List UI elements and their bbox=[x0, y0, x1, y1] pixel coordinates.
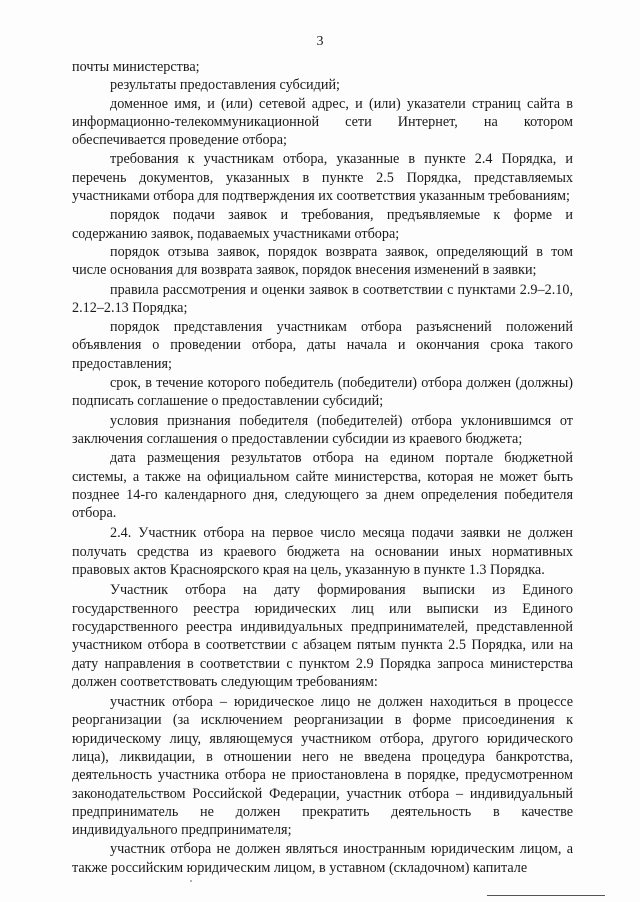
paragraph-publication-date: дата размещения результатов отбора на едином портале бюджетной системы, а также на официальном сайте министерства, которая не может быть позднее 14-го календарного дня, следующего за днем определения победителя отбора. bbox=[72, 450, 573, 522]
paragraph-foreign-entity-requirement: участник отбора не должен являться иностранным юридическим лицом, а также российским юридическим лицом, в уставном (складочном) капитале bbox=[72, 841, 573, 876]
document-body bbox=[72, 58, 573, 877]
paragraph-clarifications: порядок представления участникам отбора разъяснений положений объявления о проведении отбора, даты начала и окончания срока такого предоставления; bbox=[72, 319, 573, 372]
page-number: 3 bbox=[316, 34, 324, 49]
scan-speck bbox=[190, 880, 192, 882]
paragraph-evasion-conditions: условия признания победителя (победителей) отбора уклонившимся от заключения соглашения о предоставлении субсидии из краевого бюджета; bbox=[72, 412, 573, 447]
paragraph-results: результаты предоставления субсидий; bbox=[110, 77, 340, 94]
paragraph-2-4: 2.4. Участник отбора на первое число месяца подачи заявки не должен получать средства из краевого бюджета на основании иных нормативных правовых актов Красноярского края на цель, указанную в пункте 1.3 Порядка. bbox=[72, 525, 573, 579]
paragraph-legal-entity-requirement: участник отбора – юридическое лицо не должен находиться в процессе реорганизации (за исключением реорганизации в форме присоединения к юридическому лицу, являющемуся участником отбора, другого юридического лица), ликвидации, в отношении него не введена процедура банкротства, деятельность участника отбора не приостановлена в порядке, предусмотренном законодательством Российской Федерации, участник отбора – индивидуальный предприниматель не должен прекратить деятельность в качестве индивидуального предпринимателя; bbox=[72, 694, 573, 839]
paragraph-review-rules: правила рассмотрения и оценки заявок в соответствии с пунктами 2.9–2.10, 2.12–2.13 Порядка; bbox=[72, 281, 573, 316]
paragraph-domain-name: доменное имя, и (или) сетевой адрес, и (или) указатели страниц сайта в информационно-телекоммуникационной сети Интернет, на котором обеспечивается проведение отбора; bbox=[72, 95, 573, 149]
paragraph-continuation: почты министерства; bbox=[72, 59, 200, 75]
paragraph-requirements: требования к участникам отбора, указанные в пункте 2.4 Порядка, и перечень документов, указанных в пункте 2.5 Порядка, представляемых участниками отбора для подтверждения их соответствия указанным требованиям; bbox=[72, 151, 573, 205]
paragraph-withdrawal-order: порядок отзыва заявок, порядок возврата заявок, определяющий в том числе основания для возврата заявок, порядок внесения изменений в заявки; bbox=[72, 243, 573, 279]
paragraph-signing-deadline: срок, в течение которого победитель (победители) отбора должен (должны) подписать соглашение о предоставлении субсидий; bbox=[72, 375, 573, 410]
paragraph-application-order: порядок подачи заявок и требования, предъявляемые к форме и содержанию заявок, подаваемых участниками отбора; bbox=[72, 207, 573, 242]
footer-rule bbox=[487, 895, 605, 896]
paragraph-participant-date: Участник отбора на дату формирования выписки из Единого государственного реестра юридических лиц или выписки из Единого государственного реестра индивидуальных предпринимателей, представленной участником отбора в соответствии с абзацем пятым пункта 2.5 Порядка, или на дату направления в соответствии с пунктом 2.9 Порядка запроса министерства должен соответствовать следующим требованиям: bbox=[72, 582, 573, 690]
